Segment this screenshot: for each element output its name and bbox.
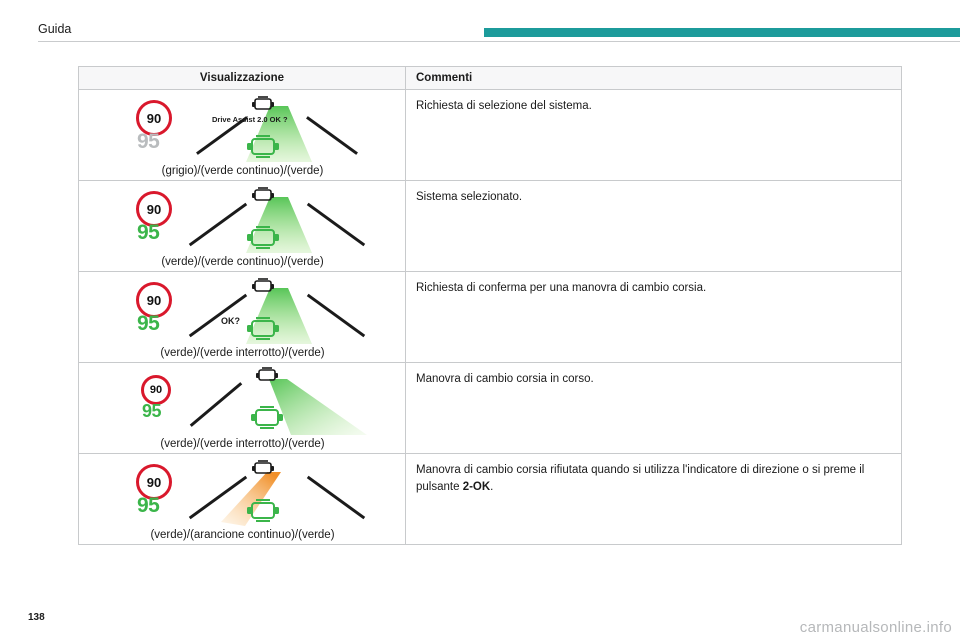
lane-line-left bbox=[190, 382, 242, 427]
display-caption: (verde)/(verde interrotto)/(verde) bbox=[160, 438, 325, 450]
comment-cell bbox=[406, 272, 901, 362]
lead-vehicle-icon bbox=[251, 96, 275, 114]
hud-illustration bbox=[79, 90, 406, 180]
table-header-row bbox=[79, 67, 901, 90]
lead-vehicle-icon bbox=[255, 367, 279, 385]
display-cell bbox=[79, 454, 406, 544]
lane-line-right bbox=[307, 476, 365, 520]
hud-illustration bbox=[79, 363, 406, 453]
hud-prompt-label: Drive Assist 2.0 OK ? bbox=[212, 115, 288, 124]
comment-text-tail: . bbox=[490, 480, 494, 493]
hud-illustration bbox=[79, 181, 406, 271]
speed-limit-sign: 90 bbox=[136, 282, 172, 318]
lead-vehicle-icon bbox=[251, 278, 275, 296]
comment-cell bbox=[406, 454, 901, 544]
ego-vehicle-icon bbox=[249, 405, 285, 433]
set-speed-value: 95 bbox=[137, 221, 160, 244]
page-title: Guida bbox=[38, 22, 72, 36]
display-caption: (grigio)/(verde continuo)/(verde) bbox=[161, 165, 324, 177]
display-caption: (verde)/(verde interrotto)/(verde) bbox=[160, 347, 325, 359]
page-number: 138 bbox=[28, 612, 45, 623]
table-row bbox=[79, 90, 901, 181]
speed-limit-sign: 90 bbox=[136, 100, 172, 136]
set-speed-value: 95 bbox=[137, 312, 160, 335]
table-row bbox=[79, 181, 901, 272]
ego-vehicle-icon bbox=[245, 498, 281, 526]
comment-text: Sistema selezionato. bbox=[416, 191, 523, 203]
table-header-cell-display: Visualizzazione bbox=[79, 67, 406, 89]
table-row bbox=[79, 454, 901, 545]
speed-limit-sign: 90 bbox=[136, 191, 172, 227]
display-cell bbox=[79, 272, 406, 362]
display-comments-table bbox=[78, 66, 902, 545]
comment-text: Richiesta di selezione del sistema. bbox=[416, 100, 592, 112]
set-speed-value: 95 bbox=[137, 130, 160, 153]
header-accent-bar bbox=[484, 28, 960, 37]
set-speed-value: 95 bbox=[137, 494, 160, 517]
comment-text: Richiesta di conferma per una manovra di cambio corsia. bbox=[416, 282, 707, 294]
display-caption: (verde)/(arancione continuo)/(verde) bbox=[150, 529, 335, 541]
lead-vehicle-icon bbox=[251, 460, 275, 478]
comment-text-lead: Manovra di cambio corsia rifiutata quando si utilizza l'indicatore di direzione o si preme il pulsante bbox=[416, 464, 865, 493]
watermark: carmanualsonline.info bbox=[799, 619, 952, 636]
comment-cell bbox=[406, 363, 901, 453]
hud-prompt-label: OK? bbox=[221, 316, 240, 326]
hud-illustration bbox=[79, 272, 406, 362]
display-cell bbox=[79, 181, 406, 271]
table-header-cell-comments: Commenti bbox=[406, 67, 901, 89]
comment-text: Manovra di cambio corsia in corso. bbox=[416, 373, 594, 385]
hud-illustration bbox=[79, 454, 406, 544]
header-divider bbox=[38, 41, 960, 42]
comment-text-bold: 2-OK bbox=[462, 480, 491, 493]
display-caption: (verde)/(verde continuo)/(verde) bbox=[161, 256, 324, 268]
table-row bbox=[79, 363, 901, 454]
set-speed-value: 95 bbox=[142, 401, 162, 421]
ego-vehicle-icon bbox=[245, 134, 281, 162]
ego-vehicle-icon bbox=[245, 316, 281, 344]
table-row bbox=[79, 272, 901, 363]
speed-limit-sign: 90 bbox=[141, 375, 171, 405]
page-header bbox=[0, 0, 960, 42]
comment-text bbox=[416, 462, 891, 495]
lead-vehicle-icon bbox=[251, 187, 275, 205]
comment-cell bbox=[406, 90, 901, 180]
comment-cell bbox=[406, 181, 901, 271]
display-cell bbox=[79, 90, 406, 180]
display-cell bbox=[79, 363, 406, 453]
ego-vehicle-icon bbox=[245, 225, 281, 253]
speed-limit-sign: 90 bbox=[136, 464, 172, 500]
